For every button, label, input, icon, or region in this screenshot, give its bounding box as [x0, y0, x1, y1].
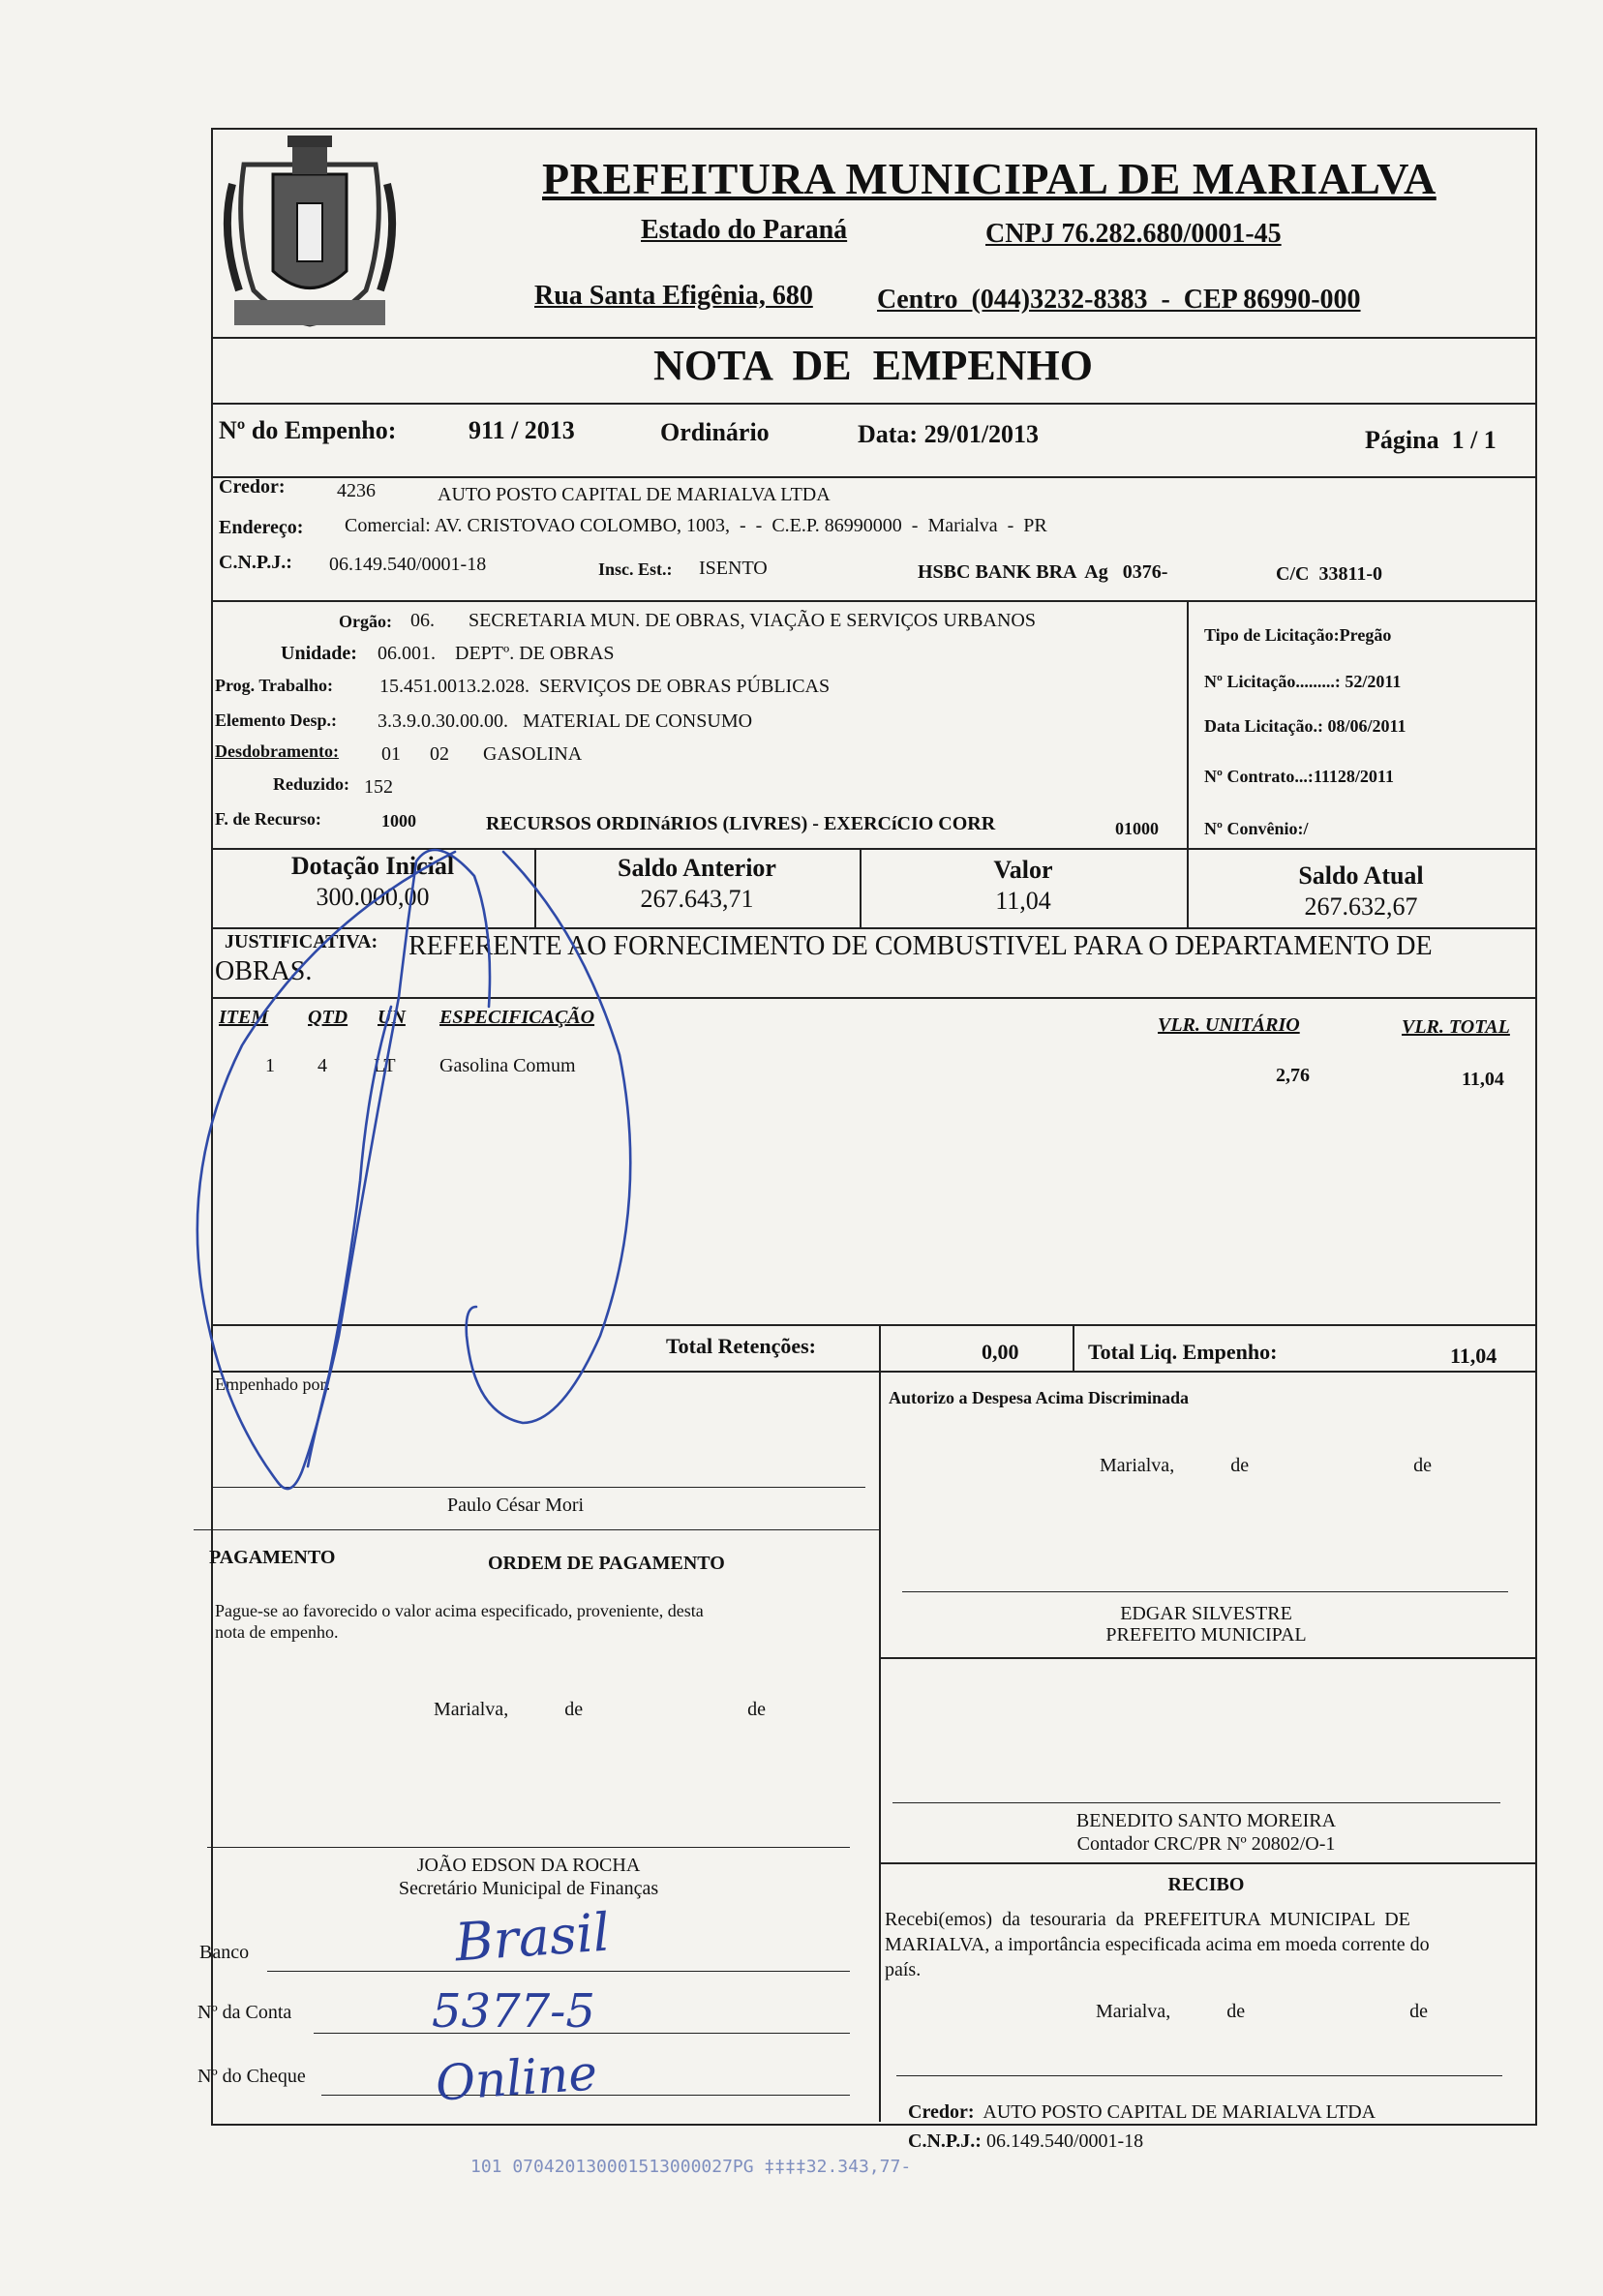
address-label: Endereço:	[219, 517, 304, 538]
col-vlr-unitario: VLR. UNITÁRIO	[1158, 1014, 1300, 1036]
dotacao-label: Dotação Inicial	[290, 852, 455, 880]
de-4: de	[747, 1699, 766, 1720]
total-retencoes-label: Total Retenções:	[666, 1334, 816, 1358]
credor-label: Credor:	[219, 476, 286, 498]
insc-label: Insc. Est.:	[598, 559, 673, 579]
valor-value: 11,04	[995, 887, 1051, 915]
cheque-label: Nº do Cheque	[197, 2066, 306, 2087]
address-center: Centro (044)3232-8383 - CEP 86990-000	[877, 285, 1361, 315]
saldo-anterior-value: 267.643,71	[640, 885, 754, 913]
recibo-title: RECIBO	[1167, 1874, 1245, 1895]
desdobramento-label: Desdobramento:	[215, 741, 339, 761]
de-1: de	[1230, 1455, 1250, 1476]
col-especificacao: ESPECIFICAÇÃO	[439, 1007, 595, 1028]
prog-label: Prog. Trabalho:	[215, 676, 334, 695]
conta-label: Nº da Conta	[197, 2002, 292, 2023]
orgao-value: 06. SECRETARIA MUN. DE OBRAS, VIAÇÃO E SERVIÇOS URBANOS	[410, 610, 1036, 631]
fonte-label: F. de Recurso:	[215, 809, 321, 829]
secretario-title: Secretário Municipal de Finanças	[398, 1878, 659, 1899]
empenho-date: Data: 29/01/2013	[858, 420, 1040, 448]
prefeito-title: PREFEITO MUNICIPAL	[1105, 1624, 1307, 1646]
recibo-credor-label: Credor:	[908, 2101, 975, 2123]
document-title: NOTA DE EMPENHO	[653, 342, 1093, 389]
item-total: 11,04	[1462, 1069, 1504, 1090]
cc-info: C/C 33811-0	[1276, 563, 1382, 585]
de-6: de	[1409, 2001, 1428, 2022]
elemento-value: 3.3.9.0.30.00.00. MATERIAL DE CONSUMO	[378, 710, 753, 732]
prefeito-name: EDGAR SILVESTRE	[1120, 1603, 1292, 1624]
handwritten-conta: 5377-5	[432, 1984, 595, 2039]
fonte-desc: RECURSOS ORDINáRIOS (LIVRES) - EXERCíCIO CORR	[486, 813, 996, 834]
recibo-text-2: MARIALVA, a importância especificada acima em moeda corrente do	[885, 1934, 1430, 1955]
total-liquido-label: Total Liq. Empenho:	[1088, 1340, 1278, 1364]
recibo-credor-name: AUTO POSTO CAPITAL DE MARIALVA LTDA	[983, 2101, 1376, 2123]
barcode-print: 101 070420130001513000027PG ‡‡‡‡32.343,77-	[470, 2157, 912, 2177]
item-unit-price: 2,76	[1276, 1065, 1310, 1086]
elemento-label: Elemento Desp.:	[215, 710, 337, 730]
data-licitacao: Data Licitação.: 08/06/2011	[1204, 716, 1406, 736]
pagamento-label: PAGAMENTO	[209, 1547, 336, 1568]
reduzido-label: Reduzido:	[273, 774, 350, 794]
credor-address: Comercial: AV. CRISTOVAO COLOMBO, 1003, - - C.E.P. 86990000 - Marialva - PR	[345, 515, 1047, 536]
insc-value: ISENTO	[699, 558, 768, 579]
credor-code: 4236	[337, 480, 376, 501]
total-liquido-value: 11,04	[1450, 1344, 1497, 1368]
reduzido-value: 152	[364, 776, 393, 798]
col-vlr-total: VLR. TOTAL	[1402, 1016, 1510, 1038]
desdobramento-value: 01 02 GASOLINA	[381, 743, 583, 765]
empenho-label: Nº do Empenho:	[219, 416, 397, 444]
page-title: PREFEITURA MUNICIPAL DE MARIALVA	[542, 154, 1437, 203]
pague-text: Pague-se ao favorecido o valor acima especificado, proveniente, desta	[215, 1601, 704, 1620]
de-2: de	[1413, 1455, 1432, 1476]
secretario-name: JOÃO EDSON DA ROCHA	[416, 1855, 641, 1876]
unidade-label: Unidade:	[281, 643, 357, 664]
recibo-cnpj-label: C.N.P.J.:	[908, 2130, 982, 2152]
recibo-text-3: país.	[885, 1959, 922, 1980]
bank-info: HSBC BANK BRA Ag 0376-	[918, 561, 1168, 583]
recibo-text: Recebi(emos) da tesouraria da PREFEITURA MUNICIPAL DE	[885, 1909, 1410, 1930]
saldo-atual-label: Saldo Atual	[1298, 861, 1424, 890]
col-qtd: QTD	[308, 1007, 348, 1028]
cnpj-label: CNPJ 76.282.680/0001-45	[985, 219, 1282, 249]
dotacao-value: 300.000,00	[316, 883, 430, 911]
prog-value: 15.451.0013.2.028. SERVIÇOS DE OBRAS PÚBLICAS	[379, 676, 831, 697]
total-retencoes-value: 0,00	[982, 1340, 1019, 1364]
credor-name: AUTO POSTO CAPITAL DE MARIALVA LTDA	[438, 484, 831, 505]
col-item: ITEM	[219, 1007, 269, 1028]
justificativa-text-2: OBRAS.	[215, 956, 313, 986]
saldo-anterior-label: Saldo Anterior	[618, 854, 776, 882]
street-label: Rua Santa Efigênia, 680	[534, 281, 813, 311]
orgao-label: Orgão:	[339, 612, 392, 631]
item-un: LT	[374, 1055, 396, 1076]
tipo-licitacao: Tipo de Licitação:Pregão	[1204, 625, 1392, 645]
local-city-2: Marialva,	[434, 1699, 509, 1720]
contador-title: Contador CRC/PR Nº 20802/O-1	[1076, 1833, 1336, 1855]
de-5: de	[1226, 2001, 1246, 2022]
num-convenio: Nº Convênio:/	[1204, 819, 1309, 838]
local-city-3: Marialva,	[1096, 2001, 1171, 2022]
col-un: UN	[378, 1007, 406, 1028]
justificativa-text: REFERENTE AO FORNECIMENTO DE COMBUSTIVEL PARA O DEPARTAMENTO DE	[408, 931, 1433, 961]
valor-label: Valor	[993, 856, 1053, 884]
contador-name: BENEDITO SANTO MOREIRA	[1075, 1810, 1337, 1831]
empenho-type: Ordinário	[660, 418, 770, 446]
handwritten-banco: Brasil	[452, 1901, 612, 1974]
recibo-cnpj-value: 06.149.540/0001-18	[985, 2130, 1144, 2152]
page-number: Página 1 / 1	[1365, 426, 1497, 454]
empenho-number: 911 / 2013	[469, 416, 575, 444]
de-3: de	[564, 1699, 584, 1720]
fonte-code: 01000	[1115, 819, 1159, 838]
state-label: Estado do Paraná	[641, 215, 848, 245]
ordem-pagamento-label: ORDEM DE PAGAMENTO	[488, 1553, 725, 1574]
empenhado-por-label: Empenhado por:	[215, 1375, 331, 1394]
saldo-atual-value: 267.632,67	[1304, 892, 1418, 921]
item-qtd: 4	[318, 1055, 327, 1076]
item-number: 1	[265, 1055, 275, 1076]
credor-cnpj-label: C.N.P.J.:	[219, 552, 292, 573]
autorizo-label: Autorizo a Despesa Acima Discriminada	[889, 1388, 1189, 1407]
fonte-value: 1000	[381, 811, 416, 831]
banco-label: Banco	[199, 1942, 250, 1963]
num-contrato: Nº Contrato...:11128/2011	[1204, 767, 1394, 786]
credor-cnpj: 06.149.540/0001-18	[329, 554, 487, 575]
pague-text-2: nota de empenho.	[215, 1622, 339, 1642]
justificativa-label: JUSTIFICATIVA:	[225, 931, 378, 952]
handwritten-cheque: Online	[434, 2044, 599, 2112]
paulo-name: Paulo César Mori	[447, 1495, 585, 1516]
unidade-value: 06.001. DEPTº. DE OBRAS	[378, 643, 615, 664]
item-spec: Gasolina Comum	[439, 1055, 576, 1076]
num-licitacao: Nº Licitação.........: 52/2011	[1204, 672, 1402, 691]
local-city: Marialva,	[1100, 1455, 1175, 1476]
